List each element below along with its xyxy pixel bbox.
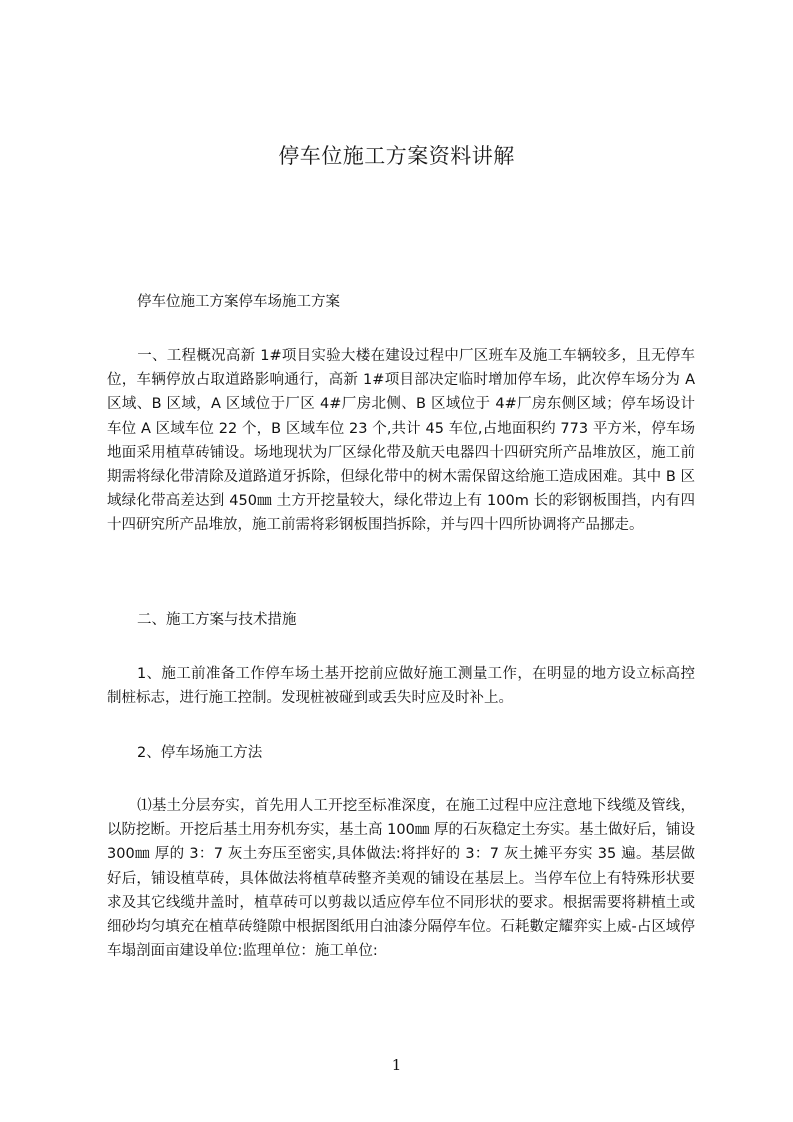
item2-1-paragraph bbox=[107, 794, 695, 963]
document-subtitle: 停车位施工方案停车场施工方案 bbox=[137, 294, 340, 310]
document-title: 停车位施工方案资料讲解 bbox=[278, 144, 515, 168]
section2-heading: 二、施工方案与技术措施 bbox=[137, 612, 297, 628]
section1-text: 一、工程概况高新 1#项目实验大楼在建设过程中厂区班车及施工车辆较多，且无停车位，车辆停放占取道路影响通行，高新 1#项目部决定临时增加停车场，此次停车场分为 A 区域、B 区域，A 区域位于厂区 4#厂房北侧、B 区域位于 4#厂房东侧区域；停车场设计车位 A 区域车位 22 个，B 区域车位 23 个,共计 45 车位,占地面积约 773 平方米，停车场地面采用植草砖铺设。场地现状为厂区绿化带及航天电器四十四研究所产品堆放区，施工前期需将绿化带清除及道路道牙拆除，但绿化带中的树木需保留这给施工造成困难。其中 B 区域绿化带高差达到 450㎜ 土方开挖量较大，绿化带边上有 100m 长的彩钢板围挡，内有四十四研究所产品堆放，施工前需将彩钢板围挡拆除，并与四十四所协调将产品挪走。 bbox=[107, 348, 695, 534]
item2-heading: 2、停车场施工方法 bbox=[137, 745, 263, 761]
item2-1-text: ⑴基土分层夯实，首先用人工开挖至标准深度，在施工过程中应注意地下线缆及管线，以防挖断。开挖后基土用夯机夯实，基土高 100㎜ 厚的石灰稳定土夯实。基土做好后，铺设 300㎜ 厚的 3：7 灰土夯压至密实,具体做法:将拌好的 3：7 灰土摊平夯实 35 遍。基层做好后，铺设植草砖，具体做法将植草砖整齐美观的铺设在基层上。当停车位上有特殊形状要求及其它线缆井盖时，植草砖可以剪裁以适应停车位不同形状的要求。根据需要将耕植土或细砂均匀填充在植草砖缝隙中根据图纸用白油漆分隔停车位。石耗數定耀弈实上威-占区域停车塌剖面亩建设单位:监理单位：施工单位: bbox=[107, 798, 695, 960]
page-number: 1 bbox=[391, 1056, 402, 1074]
item1-paragraph bbox=[107, 662, 695, 710]
item1-text: 1、施工前准备工作停车场土基开挖前应做好施工测量工作，在明显的地方设立标高控制桩标志，进行施工控制。发现桩被碰到或丢失时应及时补上。 bbox=[107, 666, 695, 707]
section1-paragraph bbox=[107, 344, 695, 538]
